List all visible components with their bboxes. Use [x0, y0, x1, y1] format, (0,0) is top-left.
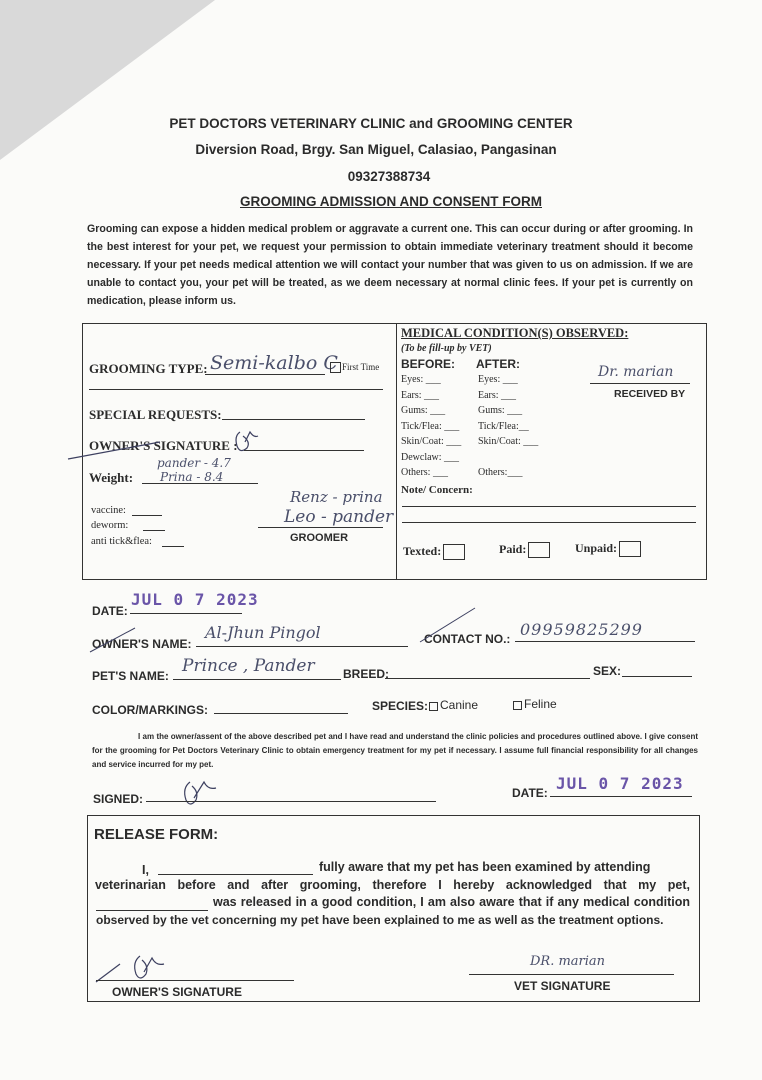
release-line3: was released in a good condition, I am also aware that if any medical condition	[213, 895, 690, 909]
form-title: GROOMING ADMISSION AND CONSENT FORM	[240, 194, 542, 209]
consent-paragraph: I am the owner/assent of the above described pet and I have read and understand the clinic policies and procedures outlined above. I give consent for the grooming for Pet Doctors Veterinary Clinic to obtain emergency treatment for my pet if necessary. I assume full financial responsibility for all changes and service incurred for my pet.	[92, 732, 698, 769]
received-by-value: Dr. marian	[598, 364, 674, 380]
pet-name-line	[173, 679, 341, 680]
panel-divider	[396, 324, 397, 579]
unpaid-text: Unpaid:	[575, 541, 618, 555]
feline-checkbox[interactable]	[513, 701, 522, 710]
signed-date-line	[550, 796, 692, 797]
vet-sig-label: VET SIGNATURE	[514, 979, 611, 993]
color-label: COLOR/MARKINGS:	[92, 703, 208, 717]
before-item: Skin/Coat: ___	[401, 436, 462, 447]
canine-checkbox[interactable]	[429, 702, 438, 711]
date-stamp: JUL 0 7 2023	[131, 590, 259, 609]
unpaid-checkbox[interactable]	[619, 541, 641, 557]
note-label: Note/ Concern:	[401, 484, 473, 496]
pet-name-value: Prince , Pander	[182, 656, 315, 676]
weight-line	[142, 483, 258, 484]
release-owner-sig-label: OWNER'S SIGNATURE	[112, 985, 242, 999]
canine-label: Canine	[440, 698, 479, 712]
intro-paragraph: Grooming can expose a hidden medical problem or aggravate a current one. This can occur during or after grooming. In the best interest for your pet, we request your permission to obtain immediate veterinary treatment should it become necessary. If your pet needs medical attention we will contact your number that was given to us on admission. If we are unable to contact you, your pet will be treated, as we deem necessary at normal clinic fees. If your pet is currently on medication, please inform us.	[87, 223, 693, 307]
texted-checkbox[interactable]	[443, 544, 465, 560]
grooming-type-label: GROOMING TYPE:	[89, 361, 208, 376]
grooming-extra-line	[89, 389, 383, 390]
before-item: Ears: ___	[401, 389, 440, 401]
after-item: Gums: ___	[478, 405, 523, 416]
sex-label: SEX:	[593, 664, 622, 678]
note-line-1	[402, 506, 696, 507]
received-by-line	[590, 383, 690, 384]
note-line-2	[402, 522, 696, 523]
signed-scribble	[170, 772, 230, 812]
received-by-label: RECEIVED BY	[614, 388, 686, 400]
groomer-line-1: Renz - prina	[290, 488, 383, 506]
sex-line	[622, 676, 692, 677]
special-requests-label: SPECIAL REQUESTS:	[89, 407, 222, 422]
breed-label: BREED:	[343, 667, 390, 681]
medical-title: MEDICAL CONDITION(S) OBSERVED:	[401, 326, 629, 340]
weight-label: Weight:	[89, 470, 134, 485]
owner-signature-release-line	[96, 980, 294, 981]
after-item: Ears: ___	[478, 389, 517, 401]
anti-tick-line	[162, 546, 184, 547]
after-item: Skin/Coat: ___	[478, 436, 539, 447]
deworm-label: deworm:	[91, 520, 129, 531]
release-line4: observed by the vet concerning my pet have been explained to me as well as the treatment options.	[96, 913, 664, 927]
after-item: Others:___	[478, 467, 523, 478]
vaccine-label: vaccine:	[91, 505, 126, 516]
before-item: Eyes: ___	[401, 374, 441, 385]
page-fold	[0, 0, 215, 160]
groomer-line	[258, 527, 383, 528]
clinic-address: Diversion Road, Brgy. San Miguel, Calasiao, Pangasinan	[195, 142, 557, 157]
grooming-type-value: Semi-kalbo C	[210, 352, 338, 374]
owner-signature-label: OWNER'S SIGNATURE :	[89, 438, 238, 453]
species-label: SPECIES:	[372, 699, 429, 713]
contact-line	[515, 641, 695, 642]
feline-label: Feline	[524, 697, 557, 711]
release-line1-b: fully aware that my pet has been examined by attending	[319, 860, 651, 874]
owner-signature-line	[244, 450, 364, 451]
release-owner-scribble	[90, 950, 200, 990]
paid-text: Paid:	[499, 542, 527, 556]
unpaid-label	[575, 541, 641, 557]
after-label: AFTER:	[476, 357, 520, 371]
clinic-phone: 09327388734	[347, 169, 431, 184]
deworm-line	[143, 530, 165, 531]
before-item: Others: ___	[401, 467, 448, 478]
weight-line-2: Prina - 8.4	[160, 470, 224, 484]
medical-subtitle: (To be fill-up by VET)	[401, 343, 492, 354]
paid-checkbox[interactable]	[528, 542, 550, 558]
before-label: BEFORE:	[401, 357, 455, 371]
before-item: Dewclaw: ___	[401, 451, 460, 463]
breed-line	[385, 678, 590, 679]
contact-label: CONTACT NO.:	[424, 632, 511, 646]
weight-line-1: pander - 4.7	[157, 456, 231, 470]
contact-value: 09959825299	[520, 620, 643, 639]
first-time-label: First Time	[342, 362, 380, 372]
date-label: DATE:	[92, 604, 128, 618]
before-item: Gums: ___	[401, 405, 446, 416]
owner-name-label: OWNER'S NAME:	[92, 637, 192, 651]
vaccine-line	[132, 515, 162, 516]
color-line	[214, 713, 348, 714]
vet-signature-value: DR. marian	[530, 954, 606, 969]
release-line1-a: I,	[142, 863, 149, 877]
special-requests-line	[222, 419, 365, 420]
grooming-type-line	[205, 374, 325, 375]
paid-label	[499, 542, 550, 558]
texted-label	[403, 544, 465, 560]
groomer-label: GROOMER	[290, 532, 349, 544]
pet-name-label: PET'S NAME:	[92, 669, 169, 683]
after-item: Eyes: ___	[478, 374, 518, 385]
anti-tick-label: anti tick&flea:	[91, 536, 152, 547]
signed-label: SIGNED:	[93, 792, 144, 806]
first-time-checkbox[interactable]	[330, 362, 341, 373]
signed-date-stamp: JUL 0 7 2023	[556, 774, 684, 793]
release-title: RELEASE FORM:	[94, 826, 219, 843]
release-name-line	[158, 874, 313, 875]
release-line2: veterinarian before and after grooming, therefore I hereby acknowledged that my pet,	[95, 878, 690, 892]
clinic-name: PET DOCTORS VETERINARY CLINIC and GROOMING CENTER	[169, 116, 573, 131]
signed-line	[146, 801, 436, 802]
after-item: Tick/Flea:__	[478, 420, 529, 432]
before-item: Tick/Flea: ___	[401, 420, 460, 432]
texted-text: Texted:	[403, 544, 442, 558]
vet-signature-line	[469, 974, 674, 975]
strike-marks	[60, 600, 500, 660]
release-pet-line	[96, 910, 208, 911]
groomer-line-2: Leo - pander	[284, 507, 394, 527]
owner-name-value: Al-Jhun Pingol	[205, 623, 321, 642]
signed-date-label: DATE:	[512, 786, 548, 800]
